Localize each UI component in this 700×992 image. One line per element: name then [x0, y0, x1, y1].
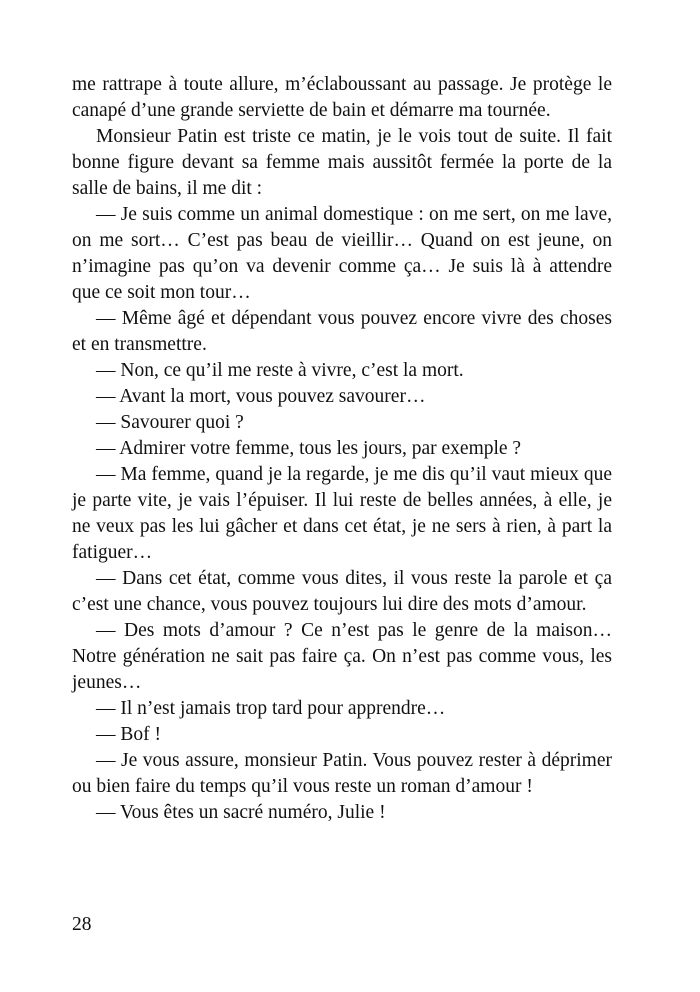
dialogue-line: — Avant la mort, vous pouvez savourer… — [96, 386, 426, 407]
dialogue-line: — Je suis comme un animal domestique : on me sert, on me lave, on me sort… C’est pas beau de vieillir… Quand on est jeune, on n’imagine pas qu’on va devenir comme ça… Je suis là à attendre que ce soit mon tour… — [72, 204, 612, 303]
dialogue-line: — Je vous assure, monsieur Patin. Vous pouvez rester à déprimer ou bien faire du temps qu’il vous reste un roman d’amour ! — [72, 750, 612, 797]
dialogue-line: — Des mots d’amour ? Ce n’est pas le genre de la maison… Notre génération ne sait pas faire ça. On n’est pas comme vous, les jeunes… — [72, 620, 612, 693]
dialogue-line: — Bof ! — [96, 724, 161, 745]
dialogue-line: — Dans cet état, comme vous dites, il vous reste la parole et ça c’est une chance, vous pouvez toujours lui dire des mots d’amour. — [72, 568, 612, 615]
paragraph: Monsieur Patin est triste ce matin, je le vois tout de suite. Il fait bonne figure devant sa femme mais aussitôt fermée la porte de la salle de bains, il me dit : — [72, 126, 612, 199]
paragraph: me rattrape à toute allure, m’éclaboussant au passage. Je protège le canapé d’une grande serviette de bain et démarre ma tournée. — [72, 74, 612, 121]
dialogue-line: — Il n’est jamais trop tard pour apprendre… — [96, 698, 446, 719]
dialogue-line: — Vous êtes un sacré numéro, Julie ! — [96, 802, 386, 823]
dialogue-line: — Admirer votre femme, tous les jours, par exemple ? — [96, 438, 522, 459]
text-body — [72, 72, 612, 826]
dialogue-line: — Savourer quoi ? — [96, 412, 244, 433]
dialogue-line: — Ma femme, quand je la regarde, je me dis qu’il vaut mieux que je parte vite, je vais l’épuiser. Il lui reste de belles années, à elle, je ne veux pas les lui gâcher et dans cet état, je ne sers à rien, à part la fatiguer… — [72, 464, 612, 563]
dialogue-line: — Même âgé et dépendant vous pouvez encore vivre des choses et en transmettre. — [72, 308, 612, 355]
dialogue-line: — Non, ce qu’il me reste à vivre, c’est la mort. — [96, 360, 464, 381]
page-number: 28 — [72, 914, 92, 935]
